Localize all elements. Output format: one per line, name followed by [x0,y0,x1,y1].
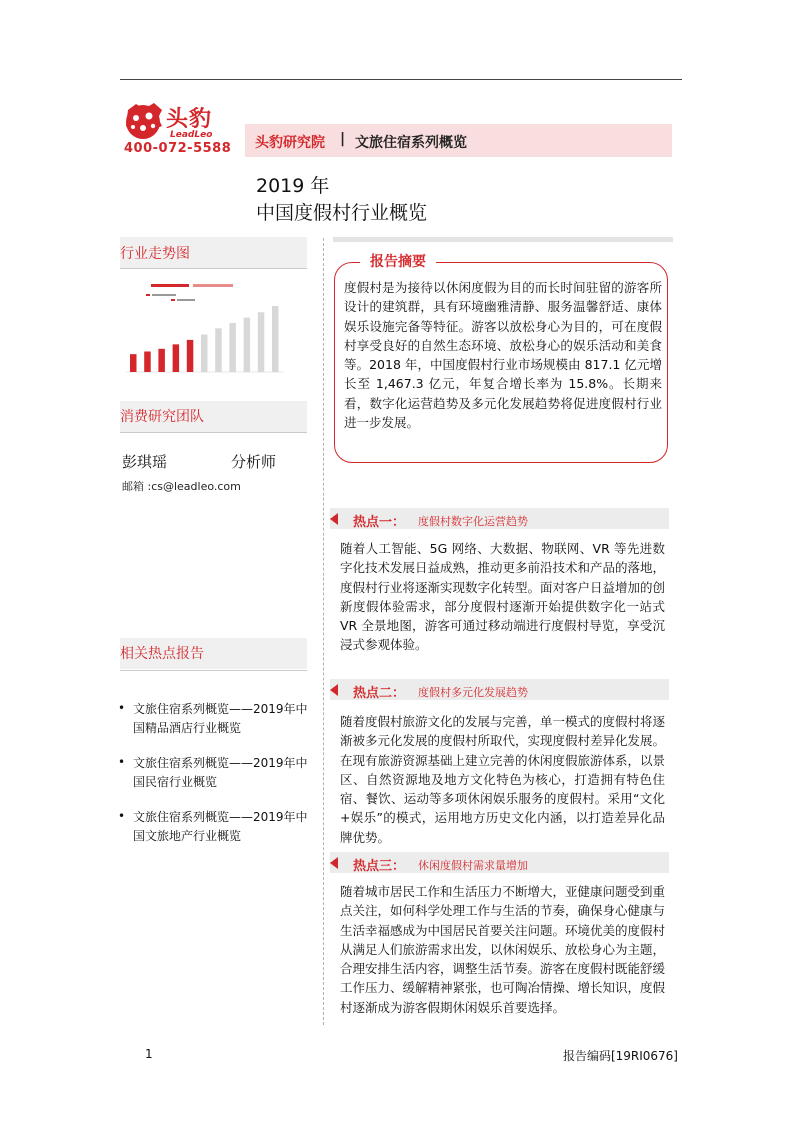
analyst-email: 邮箱 :cs@leadleo.com [122,480,241,493]
bullet-icon: • [118,755,126,769]
chart-bar [272,306,279,372]
logo-brand-en: LeadLeo [170,130,213,140]
chart-bar [130,354,137,372]
related-report-title: 文旅住宿系列概览——2019年中国民宿行业概览 [133,756,308,789]
analyst-name: 彭琪瑶 [122,453,168,471]
triangle-marker-icon [330,513,338,525]
triangle-marker-icon [330,857,338,869]
hotspot-1-subtitle: 度假村数字化运营趋势 [418,515,528,528]
related-heading: 相关热点报告 [120,646,204,662]
chart-bar [187,340,194,372]
related-report-title: 文旅住宿系列概览——2019年中国文旅地产行业概览 [133,810,308,843]
hotspot-3-subtitle: 休闲度假村需求量增加 [418,859,528,872]
bullet-icon: • [118,701,126,715]
hotspot-1-header [330,508,669,529]
related-report-title: 文旅住宿系列概览——2019年中国精品酒店行业概览 [133,702,308,735]
related-report-link[interactable] [118,808,318,846]
report-code: 报告编码[19RI0676] [562,1049,678,1063]
hotspot-1-text: 随着人工智能、5G 网络、大数据、物联网、VR 等先进数字化技术发展日益成熟，推动更多前沿技术和产品的落地，度假村行业将逐渐实现数字化转型。面对客户日益增加的创新度假体验需求，部分度假村逐渐开始提供数字化一站式 VR 全景地图，游客可通过移动端进行度假村导览，享受沉浸式参观体验。 [340,541,666,653]
hotspot-2-title: 热点二： [353,686,406,701]
chart-legend-swatch-2 [171,299,175,301]
related-reports-list [118,700,318,862]
trend-heading-box [120,237,307,268]
top-rule [120,79,682,80]
hotspot-1-title: 热点一： [353,515,406,530]
trend-underline [120,268,307,269]
column-divider [323,238,324,1025]
related-heading-box [120,638,307,669]
abstract-top-bar [333,237,673,242]
chart-title-placeholder [151,284,189,287]
leopard-logo-icon [122,100,166,142]
chart-bar [215,328,222,372]
phone-number: 400-072-5588 [124,141,232,156]
team-underline [120,432,307,433]
hotspot-2-text: 随着度假村旅游文化的发展与完善，单一模式的度假村将逐渐被多元化发展的度假村所取代，实现度假村差异化发展。在现有旅游资源基础上建立完善的休闲度假旅游体系，以景区、自然资源地及地方文化特色为核心，打造拥有特色住宿、餐饮、运动等多项休闲娱乐服务的度假村。采用“文化+娱乐”的模式，运用地方历史文化内涵，以打造差异化品牌优势。 [340,714,666,845]
abstract-text: 度假村是为接待以休闲度假为目的而长时间驻留的游客所设计的建筑群，具有环境幽雅清静、服务温馨舒适、康体娱乐设施完备等特征。游客以放松身心为目的，可在度假村享受良好的自然生态环境、放松身心的娱乐活动和美食等。2018 年，中国度假村行业市场规模由 817.1 亿元增长至 1,467.3 亿元，年复合增长率为 15.8%。长期来看，数字化运营趋势及多元化发展趋势将促进度假村行业进一步发展。 [344,280,662,431]
chart-bar [173,344,180,372]
banner-separator: | [340,131,346,147]
team-heading: 消费研究团队 [120,409,204,425]
trend-heading: 行业走势图 [120,246,190,262]
hotspot-2-subtitle: 度假村多元化发展趋势 [418,686,528,699]
hotspot-3-header [330,852,669,873]
abstract-label: 报告摘要 [370,254,426,270]
hotspot-3-text: 随着城市居民工作和生活压力不断增大，亚健康问题受到重点关注，如何科学处理工作与生活的节奏，确保身心健康与生活幸福感成为中国居民首要关注问题。环境优美的度假村从满足人们旅游需求出发，以休闲娱乐、放松身心为主题，合理安排生活内容，调整生活节奏。游客在度假村既能舒缓工作压力、缓解精神紧张，也可陶冶情操、增长知识，度假村逐渐成为游客假期休闲娱乐首要选择。 [340,884,666,1015]
analyst-role: 分析师 [231,453,277,471]
chart-legend-text [152,294,176,296]
chart-title-placeholder-2 [193,284,233,287]
team-heading-box [120,401,307,432]
document-title: 中国度假村行业概览 [256,202,428,224]
chart-bar [229,323,236,372]
related-underline [120,670,307,671]
chart-bar [258,312,265,372]
triangle-marker-icon [330,684,338,696]
logo-brand-cn: 头豹 [166,107,213,132]
chart-legend-text-2 [177,299,195,301]
related-report-link[interactable] [118,754,318,792]
bullet-icon: • [118,809,126,823]
hotspot-3-title: 热点三： [353,859,406,874]
document-year: 2019 年 [256,175,330,197]
series-banner [245,124,672,157]
abstract-label-wrap [360,251,436,271]
chart-bar [244,318,251,372]
leadleo-logo [122,100,222,145]
chart-bar [158,349,165,372]
page-number: 1 [145,1047,153,1061]
series-name: 文旅住宿系列概览 [355,135,467,151]
hotspot-2-header [330,679,669,700]
related-report-link[interactable] [118,700,318,738]
industry-trend-chart [116,276,290,382]
chart-bar [144,351,151,372]
institute-name: 头豹研究院 [255,135,325,151]
chart-bar [201,335,208,372]
chart-legend-swatch [146,294,150,296]
